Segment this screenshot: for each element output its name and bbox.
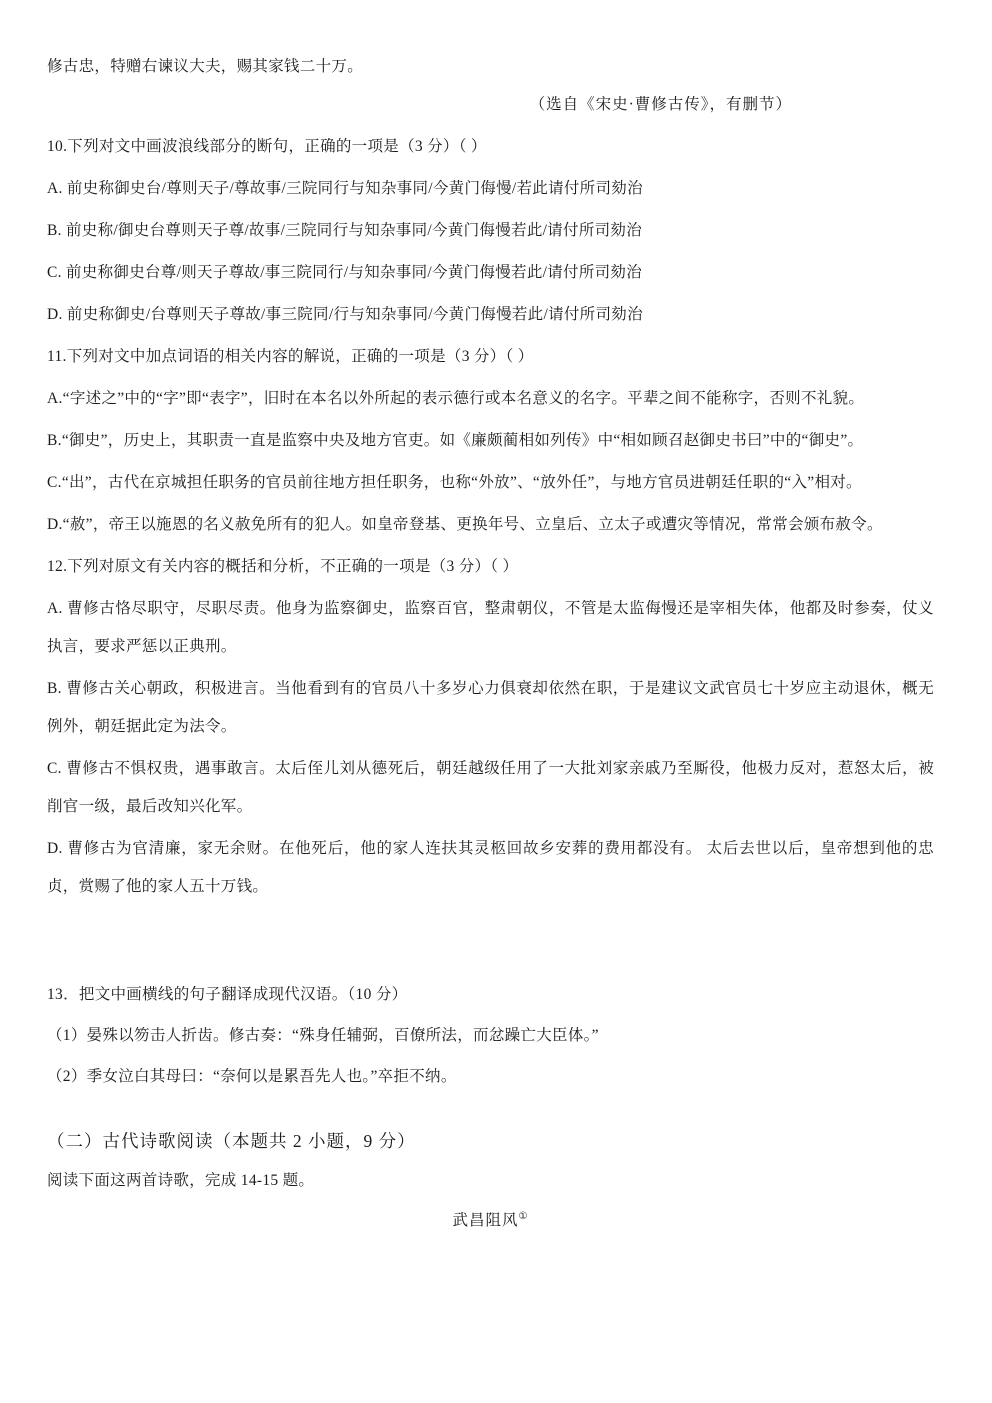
section-2-instruction: 阅读下面这两首诗歌，完成 14-15 题。 (47, 1172, 315, 1189)
question-10-option-c: C. 前史称御史台尊/则天子尊故/事三院同行/与知杂事同/今黄门侮慢若此/请付所司劾治 (47, 264, 643, 281)
question-13-stem: 13．把文中画横线的句子翻译成现代汉语。（10 分） (47, 986, 408, 1003)
question-10-option-a: A. 前史称御史台/尊则天子/尊故事/三院同行与知杂事同/今黄门侮慢/若此请付所司劾治 (47, 180, 643, 197)
question-12-option-d: D. 曹修古为官清廉，家无余财。在他死后，他的家人连扶其灵柩回故乡安葬的费用都没有。 太后去世以后，皇帝想到他的忠贞，赏赐了他的家人五十万钱。 (47, 840, 934, 895)
question-13-part-2: （2）季女泣白其母曰：“奈何以是累吾先人也。”卒拒不纳。 (47, 1068, 457, 1085)
question-13-part-1: （1）晏殊以笏击人折齿。修古奏：“殊身任辅弼，百僚所法，而忿躁亡大臣体。” (47, 1027, 599, 1044)
question-10-option-d: D. 前史称御史/台尊则天子尊故/事三院同/行与知杂事同/今黄门侮慢若此/请付所司劾治 (47, 306, 643, 323)
question-12-option-b: B. 曹修古关心朝政，积极进言。当他看到有的官员八十多岁心力俱衰却依然在职，于是建议文武官员七十岁应主动退休，概无例外，朝廷据此定为法令。 (47, 680, 934, 735)
question-10-option-b: B. 前史称/御史台尊则天子尊/故事/三院同行与知杂事同/今黄门侮慢若此/请付所司劾治 (47, 222, 643, 239)
question-11-option-c: C.“出”，古代在京城担任职务的官员前往地方担任职务，也称“外放”、“放外任”，与地方官员进朝廷任职的“入”相对。 (47, 474, 862, 491)
poem-title (47, 1202, 934, 1240)
poem-title-note: ① (518, 1210, 529, 1222)
poem-title-text: 武昌阻风 (452, 1212, 519, 1229)
source-attribution: （选自《宋史·曹修古传》，有删节） (529, 96, 792, 113)
question-11-stem: 11.下列对文中加点词语的相关内容的解说，正确的一项是（3 分）（ ） (47, 348, 534, 365)
question-12-stem: 12.下列对原文有关内容的概括和分析，不正确的一项是（3 分）（ ） (47, 558, 519, 575)
passage-tail-line: 修古忠，特赠右谏议大夫，赐其家钱二十万。 (47, 58, 364, 75)
question-11-option-b: B.“御史”，历史上，其职责一直是监察中央及地方官吏。如《廉颇蔺相如列传》中“相如顾召赵御史书曰”中的“御史”。 (47, 432, 864, 449)
question-11-option-a: A.“字述之”中的“字”即“表字”，旧时在本名以外所起的表示德行或本名意义的名字。平辈之间不能称字，否则不礼貌。 (47, 390, 865, 407)
question-12-option-c: C. 曹修古不惧权贵，遇事敢言。太后侄儿刘从德死后，朝廷越级任用了一大批刘家亲戚乃至厮役，他极力反对，惹怒太后，被削官一级，最后改知兴化军。 (47, 760, 934, 815)
question-13-block (47, 976, 934, 1096)
section-2-heading: （二）古代诗歌阅读（本题共 2 小题，9 分） (47, 1131, 416, 1151)
question-10-stem: 10.下列对文中画波浪线部分的断句，正确的一项是（3 分）（ ） (47, 138, 487, 155)
question-12-option-a: A. 曹修古恪尽职守，尽职尽责。他身为监察御史，监察百官，整肃朝仪，不管是太监侮慢还是宰相失体，他都及时参奏，仗义执言，要求严惩以正典刑。 (47, 600, 934, 655)
question-11-option-d: D.“赦”，帝王以施恩的名义赦免所有的犯人。如皇帝登基、更换年号、立皇后、立太子或遭灾等情况，常常会颁布赦令。 (47, 516, 883, 533)
